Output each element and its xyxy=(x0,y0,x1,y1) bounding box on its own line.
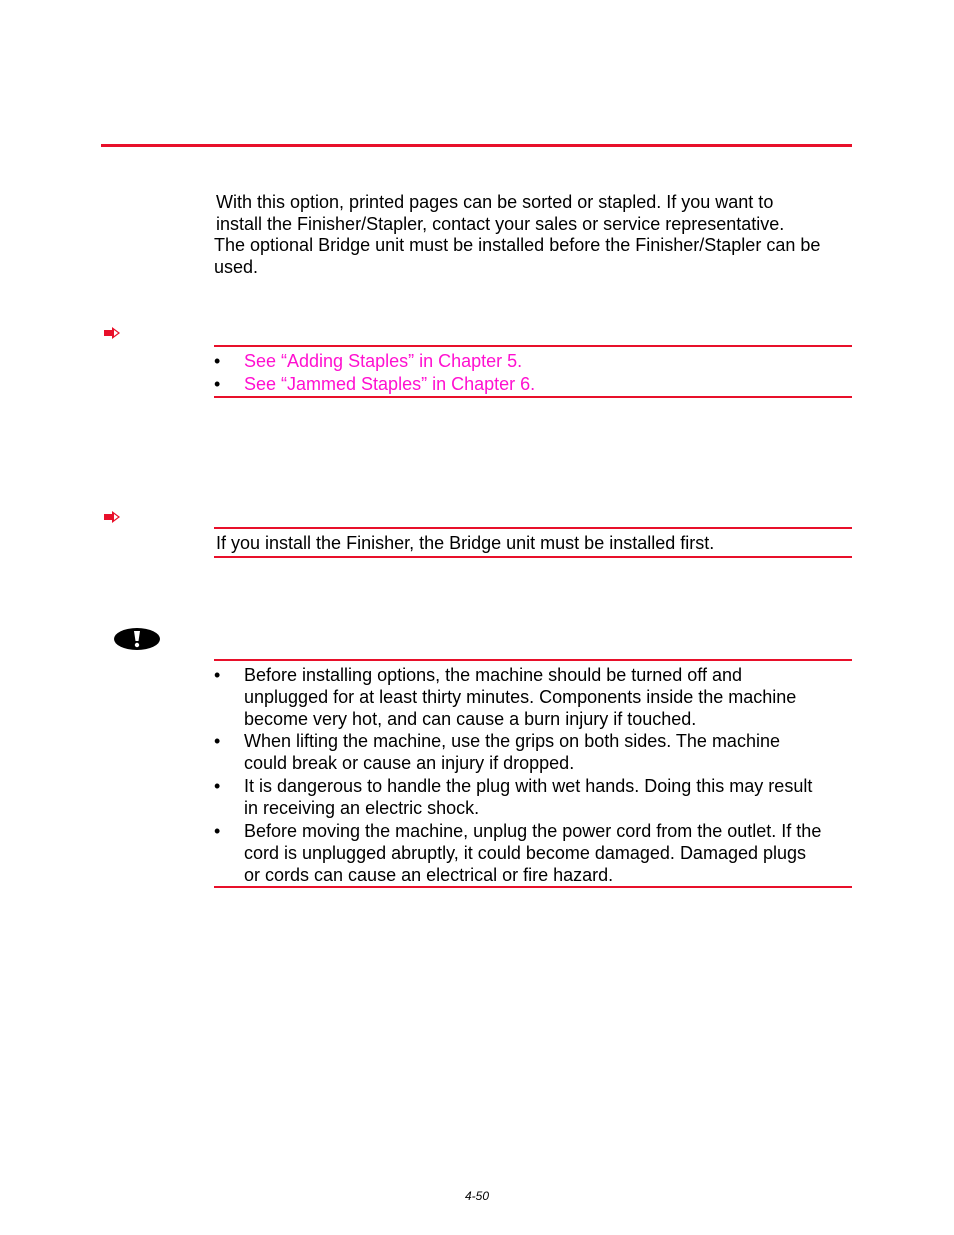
caution-item-line: in receiving an electric shock. xyxy=(244,798,480,818)
note2-bottom-rule xyxy=(214,556,852,558)
intro-line: used. xyxy=(214,257,259,277)
caution-item-line: or cords can cause an electrical or fire hazard. xyxy=(244,865,614,885)
note1-bottom-rule xyxy=(214,396,852,398)
note-arrow-icon xyxy=(104,327,122,339)
intro-line: The optional Bridge unit must be installed before the Finisher/Stapler can be xyxy=(214,235,821,255)
caution-top-rule xyxy=(214,659,852,661)
caution-item-line: unplugged for at least thirty minutes. Components inside the machine xyxy=(244,687,797,707)
caution-item-line: It is dangerous to handle the plug with wet hands. Doing this may result xyxy=(244,776,813,796)
note2-text: If you install the Finisher, the Bridge unit must be installed first. xyxy=(216,533,715,553)
caution-bottom-rule xyxy=(214,886,852,888)
caution-item-line: When lifting the machine, use the grips on both sides. The machine xyxy=(244,731,780,751)
note2-top-rule xyxy=(214,527,852,529)
caution-item-line: cord is unplugged abruptly, it could become damaged. Damaged plugs xyxy=(244,843,807,863)
caution-item-line: Before moving the machine, unplug the power cord from the outlet. If the xyxy=(244,821,822,841)
bullet: • xyxy=(214,776,221,796)
bullet: • xyxy=(214,731,221,751)
intro-line: install the Finisher/Stapler, contact your sales or service representative. xyxy=(216,214,785,234)
link-jammed-staples[interactable]: See “Jammed Staples” in Chapter 6. xyxy=(244,374,536,394)
note-arrow-icon xyxy=(104,511,122,523)
bullet: • xyxy=(214,351,221,371)
bullet: • xyxy=(214,665,221,685)
link-adding-staples[interactable]: See “Adding Staples” in Chapter 5. xyxy=(244,351,523,371)
caution-item-line: could break or cause an injury if dropped. xyxy=(244,753,575,773)
caution-exclamation-icon xyxy=(113,627,161,651)
bullet: • xyxy=(214,374,221,394)
intro-line: With this option, printed pages can be sorted or stapled. If you want to xyxy=(216,192,774,212)
bullet: • xyxy=(214,821,221,841)
page-number: 4-50 xyxy=(464,1189,490,1203)
header-rule xyxy=(101,144,852,147)
caution-item-line: Before installing options, the machine should be turned off and xyxy=(244,665,743,685)
caution-item-line: become very hot, and can cause a burn injury if touched. xyxy=(244,709,697,729)
note1-top-rule xyxy=(214,345,852,347)
